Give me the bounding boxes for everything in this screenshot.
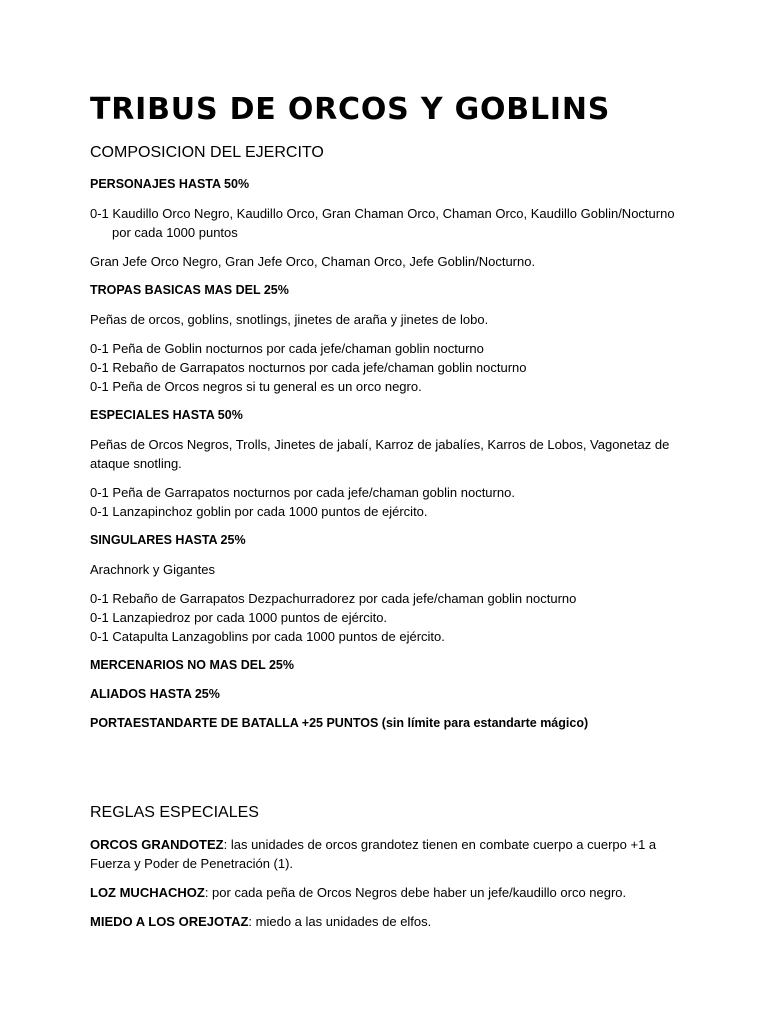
rule-text: : miedo a las unidades de elfos. <box>248 914 432 929</box>
rule-name: ORCOS GRANDOTEZ <box>90 837 224 852</box>
special-intro: Peñas de Orcos Negros, Trolls, Jinetes de jabalí, Karroz de jabalíes, Karros de Lobos, Vagonetaz de ataque snotling. <box>90 437 670 471</box>
rare-item: 0-1 Rebaño de Garrapatos Dezpachurradorez por cada jefe/chaman goblin nocturno <box>90 591 577 606</box>
rare-heading: SINGULARES HASTA 25% <box>90 533 246 547</box>
rule-text: : por cada peña de Orcos Negros debe haber un jefe/kaudillo orco negro. <box>204 885 627 900</box>
rule-text: : las unidades de orcos grandotez tienen en combate cuerpo a cuerpo +1 a Fuerza y Poder de Penetración (1). <box>90 837 657 871</box>
characters-line-2: Gran Jefe Orco Negro, Gran Jefe Orco, Chaman Orco, Jefe Goblin/Nocturno. <box>90 254 536 269</box>
rules-heading: REGLAS ESPECIALES <box>90 804 259 821</box>
special-item: 0-1 Peña de Garrapatos nocturnos por cada jefe/chaman goblin nocturno. <box>90 485 515 500</box>
mercenaries-heading: MERCENARIOS NO MAS DEL 25% <box>90 658 294 672</box>
core-intro: Peñas de orcos, goblins, snotlings, jinetes de araña y jinetes de lobo. <box>90 312 489 327</box>
rare-item: 0-1 Catapulta Lanzagoblins por cada 1000 puntos de ejército. <box>90 629 445 644</box>
rule-miedo-orejotaz <box>90 912 690 931</box>
special-item: 0-1 Lanzapinchoz goblin por cada 1000 puntos de ejército. <box>90 504 428 519</box>
rare-item: 0-1 Lanzapiedroz por cada 1000 puntos de ejército. <box>90 610 388 625</box>
core-list <box>90 339 690 396</box>
allies-heading: ALIADOS HASTA 25% <box>90 687 220 701</box>
document-body <box>90 92 690 931</box>
rule-loz-muchachoz <box>90 883 690 902</box>
special-list <box>90 483 690 521</box>
rule-name: LOZ MUCHACHOZ <box>90 885 205 900</box>
document-title: TRIBUS DE ORCOS Y GOBLINS <box>90 92 611 127</box>
rare-list <box>90 589 690 646</box>
rare-intro: Arachnork y Gigantes <box>90 562 216 577</box>
characters-line-1: 0-1 Kaudillo Orco Negro, Kaudillo Orco, Gran Chaman Orco, Chaman Orco, Kaudillo Goblin/Nocturno por cada 1000 puntos <box>90 206 675 240</box>
bsb-heading: PORTAESTANDARTE DE BATALLA +25 PUNTOS (sin límite para estandarte mágico) <box>90 716 589 730</box>
core-item: 0-1 Peña de Orcos negros si tu general es un orco negro. <box>90 379 422 394</box>
composition-heading: COMPOSICION DEL EJERCITO <box>90 144 324 161</box>
core-item: 0-1 Peña de Goblin nocturnos por cada jefe/chaman goblin nocturno <box>90 341 484 356</box>
rule-name: MIEDO A LOS OREJOTAZ <box>90 914 249 929</box>
core-item: 0-1 Rebaño de Garrapatos nocturnos por cada jefe/chaman goblin nocturno <box>90 360 527 375</box>
core-heading: TROPAS BASICAS MAS DEL 25% <box>90 283 289 297</box>
rule-orcos-grandotez <box>90 835 690 873</box>
characters-heading: PERSONAJES HASTA 50% <box>90 177 250 191</box>
special-heading: ESPECIALES HASTA 50% <box>90 408 243 422</box>
